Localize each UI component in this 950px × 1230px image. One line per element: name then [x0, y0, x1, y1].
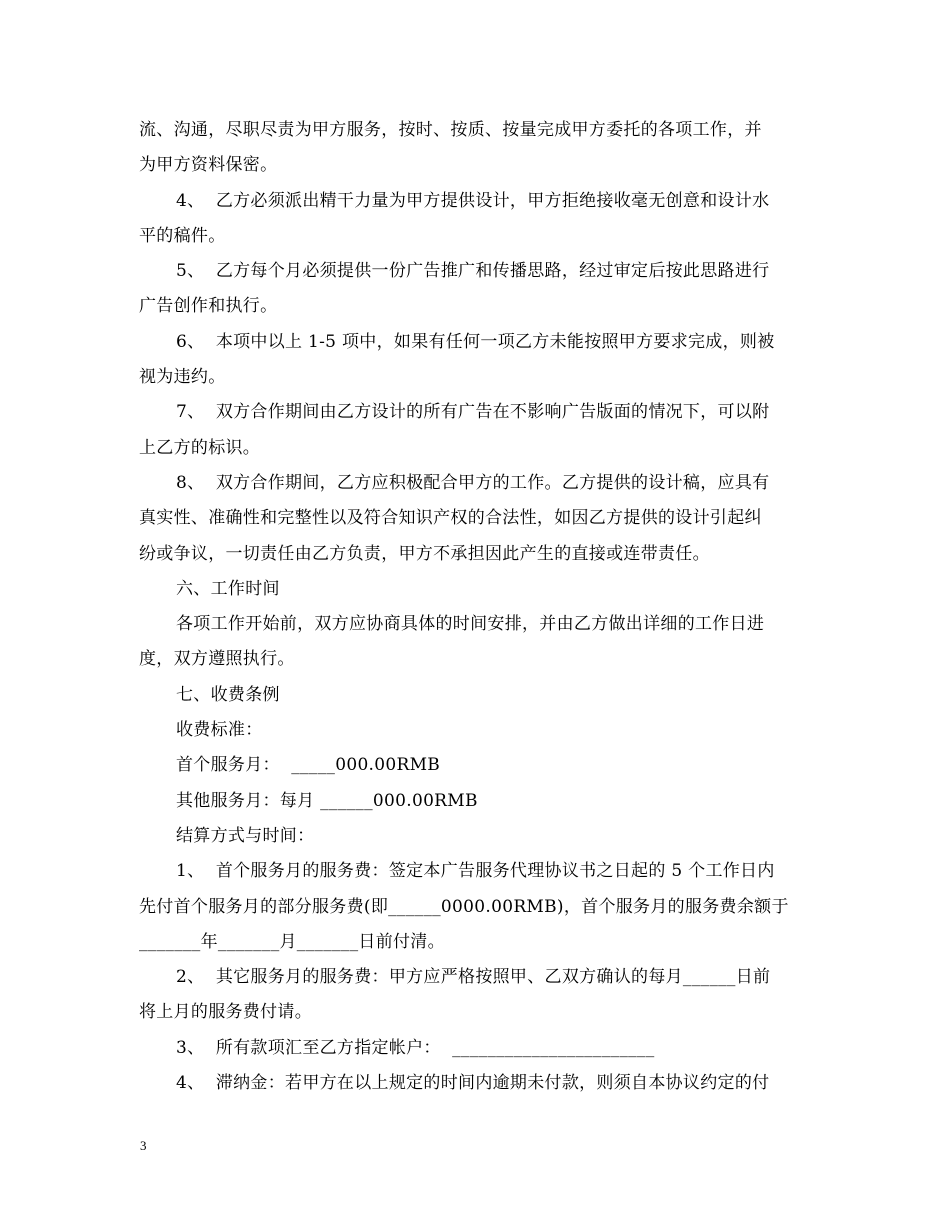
- text-line: 6、 本项中以上 1-5 项中，如果有任何一项乙方未能按照甲方要求完成，则被: [176, 331, 775, 352]
- text-line: 真实性、准确性和完整性以及符合知识产权的合法性，如因乙方提供的设计引起纠: [139, 508, 762, 529]
- text-line: 广告创作和执行。: [139, 296, 278, 317]
- text-line: 结算方式与时间：: [176, 825, 315, 846]
- text-line: 1、 首个服务月的服务费：签定本广告服务代理协议书之日起的 5 个工作日内: [176, 861, 775, 882]
- text-line: 度，双方遵照执行。: [139, 649, 295, 670]
- text-line: 8、 双方合作期间，乙方应积极配合甲方的工作。乙方提供的设计稿，应具有: [176, 472, 770, 493]
- text-line: _______年_______月_______日前付清。: [139, 931, 445, 952]
- text-line: 5、 乙方每个月必须提供一份广告推广和传播思路，经过审定后按此思路进行: [176, 261, 770, 282]
- text-line: 首个服务月： _____000.00RMB: [176, 755, 441, 776]
- document-body: [139, 113, 811, 1101]
- text-line: 为甲方资料保密。: [139, 155, 278, 176]
- text-line: 收费标准：: [176, 720, 263, 741]
- text-line: 将上月的服务费付请。: [139, 1002, 312, 1023]
- text-line: 其他服务月：每月 ______000.00RMB: [176, 790, 478, 811]
- text-line: 各项工作开始前，双方应协商具体的时间安排，并由乙方做出详细的工作日进: [176, 614, 765, 635]
- text-line: 平的稿件。: [139, 225, 226, 246]
- text-line: 2、 其它服务月的服务费：甲方应严格按照甲、乙双方确认的每月______日前: [176, 967, 771, 988]
- text-line: 七、收费条例: [176, 684, 280, 705]
- text-line: 4、 乙方必须派出精干力量为甲方提供设计，甲方拒绝接收毫无创意和设计水: [176, 190, 770, 211]
- text-line: 上乙方的标识。: [139, 437, 261, 458]
- text-line: 视为违约。: [139, 367, 226, 388]
- page-number: 3: [140, 1138, 147, 1153]
- text-line: 先付首个服务月的部分服务费(即______0000.00RMB)，首个服务月的服务费余额于: [139, 896, 789, 917]
- text-line: 4、 滞纳金：若甲方在以上规定的时间内逾期未付款，则须自本协议约定的付: [176, 1073, 770, 1094]
- text-line: 流、沟通，尽职尽责为甲方服务，按时、按质、按量完成甲方委托的各项工作，并: [139, 120, 762, 140]
- text-line: 3、 所有款项汇至乙方指定帐户： _______________________: [176, 1037, 655, 1058]
- text-line: 纷或争议，一切责任由乙方负责，甲方不承担因此产生的直接或连带责任。: [139, 543, 710, 564]
- text-line: 六、工作时间: [176, 578, 280, 599]
- text-line: 7、 双方合作期间由乙方设计的所有广告在不影响广告版面的情况下，可以附: [176, 402, 770, 423]
